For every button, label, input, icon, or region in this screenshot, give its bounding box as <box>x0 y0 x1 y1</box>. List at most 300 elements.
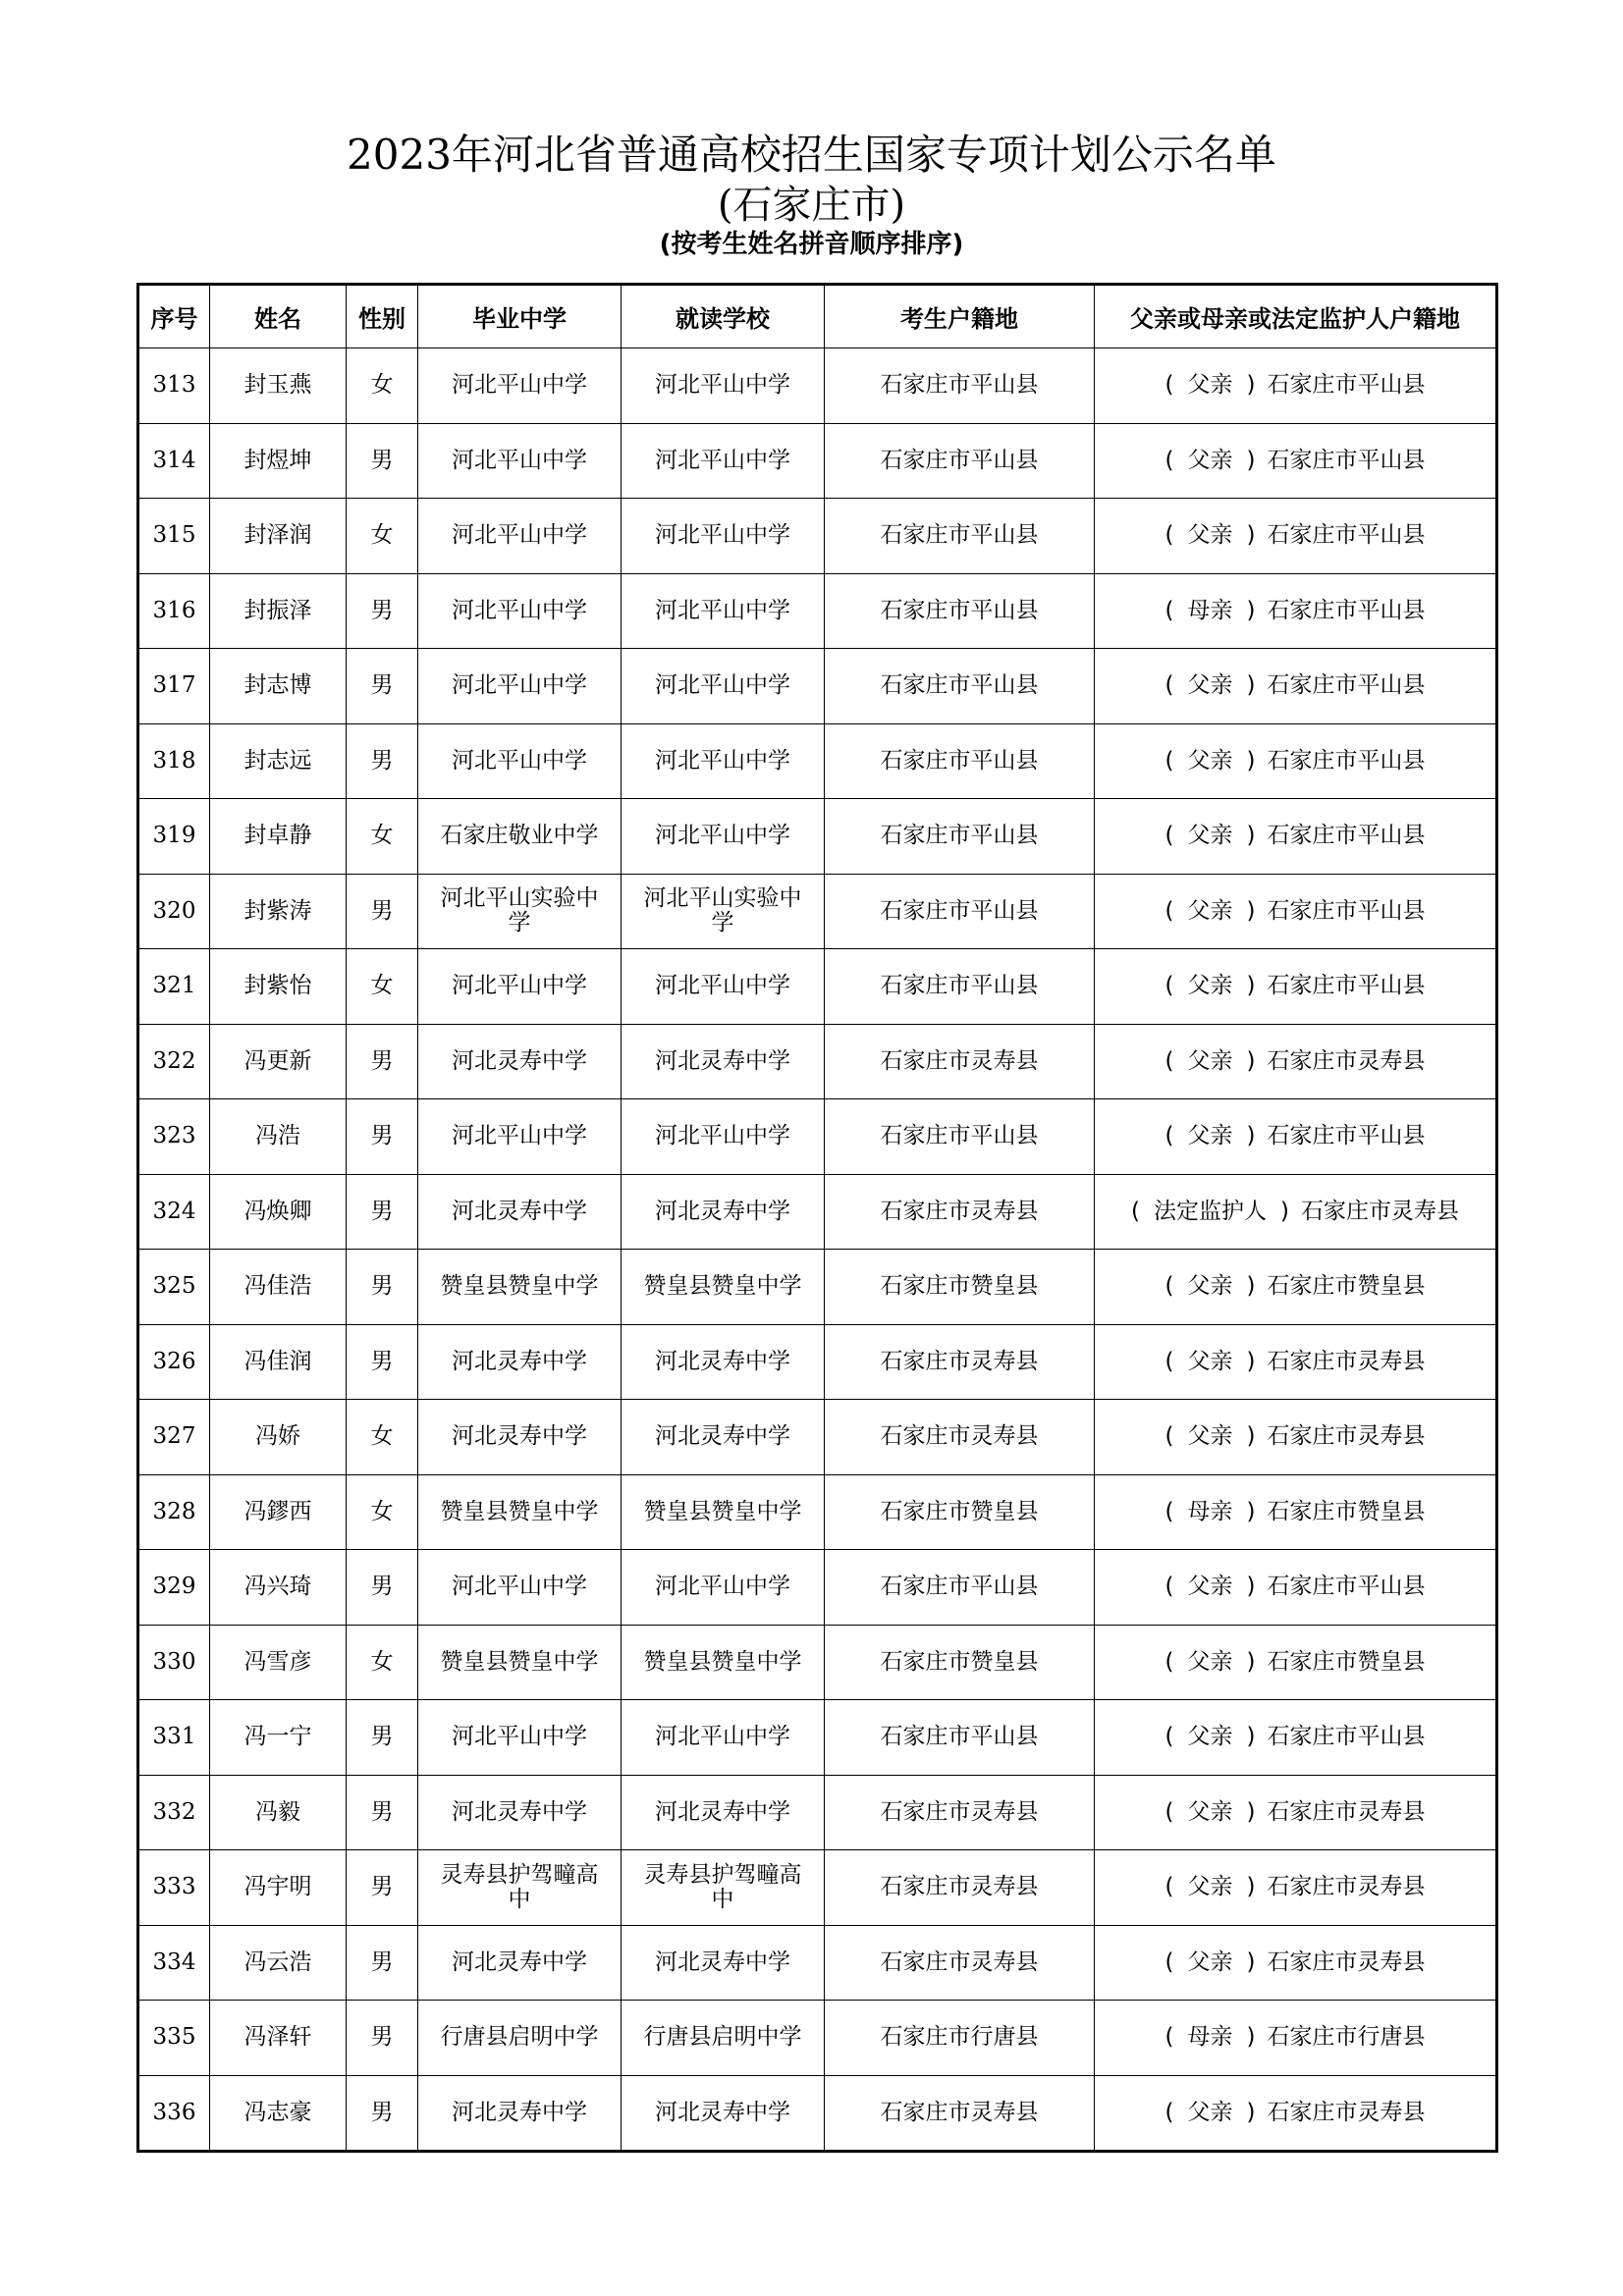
guardian-hukou: 石家庄市灵寿县 <box>1300 1198 1459 1224</box>
table-row <box>138 723 1497 799</box>
guardian-relation-text: 父亲 <box>1187 447 1233 473</box>
table-row <box>138 1474 1497 1550</box>
guardian-relation-text: 法定监护人 <box>1154 1198 1267 1224</box>
guardian-hukou: 石家庄市灵寿县 <box>1267 1798 1426 1825</box>
student-hukou: 石家庄市平山县 <box>825 499 1095 574</box>
current-school-text: 赞皇县赞皇中学 <box>643 1273 802 1300</box>
student-name: 封煜坤 <box>210 423 347 499</box>
student-gender: 男 <box>347 874 418 949</box>
graduation-school-text: 河北平山中学 <box>452 973 587 999</box>
row-number: 326 <box>138 1324 210 1400</box>
guardian-hukou-cell <box>1095 1550 1497 1626</box>
table-row <box>138 1099 1497 1175</box>
table-row <box>138 2075 1497 2152</box>
student-hukou: 石家庄市灵寿县 <box>825 1400 1095 1475</box>
guardian-relation-text: 母亲 <box>1187 1498 1233 1524</box>
student-name: 冯佳浩 <box>210 1250 347 1325</box>
current-school <box>622 1700 825 1776</box>
graduation-school <box>418 1550 622 1626</box>
current-school <box>622 649 825 724</box>
guardian-relation: ( 父亲 ) <box>1164 447 1256 473</box>
graduation-school <box>418 949 622 1025</box>
guardian-hukou-cell <box>1095 1700 1497 1776</box>
graduation-school <box>418 499 622 574</box>
student-hukou: 石家庄市行唐县 <box>825 2001 1095 2076</box>
student-gender: 女 <box>347 949 418 1025</box>
guardian-relation: ( 父亲 ) <box>1164 1798 1256 1825</box>
guardian-relation-text: 父亲 <box>1187 1123 1233 1149</box>
guardian-hukou-cell <box>1095 1400 1497 1475</box>
graduation-school-text: 河北平山中学 <box>452 1574 587 1600</box>
table-row <box>138 1250 1497 1325</box>
guardian-relation-text: 父亲 <box>1187 1648 1233 1675</box>
current-school-text: 河北平山中学 <box>655 447 790 473</box>
guardian-relation: ( 父亲 ) <box>1164 672 1256 699</box>
current-school <box>622 1850 825 1926</box>
graduation-school-text: 河北灵寿中学 <box>452 1423 587 1450</box>
current-school-text: 河北灵寿中学 <box>655 1198 790 1224</box>
graduation-school-text: 河北平山实验中学 <box>440 885 599 936</box>
current-school-text: 河北平山中学 <box>655 522 790 549</box>
student-hukou: 石家庄市灵寿县 <box>825 1775 1095 1850</box>
guardian-relation-text: 父亲 <box>1187 522 1233 549</box>
student-hukou: 石家庄市平山县 <box>825 1099 1095 1175</box>
student-gender: 男 <box>347 1024 418 1099</box>
guardian-relation: ( 父亲 ) <box>1164 1648 1256 1675</box>
guardian-hukou-cell <box>1095 723 1497 799</box>
guardian-relation-text: 父亲 <box>1187 1273 1233 1300</box>
table-row <box>138 348 1497 424</box>
guardian-hukou: 石家庄市平山县 <box>1267 672 1426 699</box>
guardian-relation: ( 母亲 ) <box>1164 597 1256 623</box>
guardian-relation-text: 父亲 <box>1187 823 1233 849</box>
graduation-school <box>418 423 622 499</box>
current-school <box>622 723 825 799</box>
table-row <box>138 1925 1497 2001</box>
current-school <box>622 1625 825 1700</box>
guardian-relation: ( 父亲 ) <box>1164 1574 1256 1600</box>
column-header-gender: 性别 <box>347 285 418 348</box>
current-school-text: 河北平山中学 <box>655 1724 790 1750</box>
graduation-school <box>418 1400 622 1475</box>
guardian-hukou: 石家庄市平山县 <box>1267 447 1426 473</box>
student-hukou: 石家庄市平山县 <box>825 573 1095 649</box>
row-number: 321 <box>138 949 210 1025</box>
row-number: 325 <box>138 1250 210 1325</box>
student-gender: 男 <box>347 1174 418 1250</box>
table-row <box>138 1625 1497 1700</box>
graduation-school <box>418 1250 622 1325</box>
current-school <box>622 1174 825 1250</box>
graduation-school-text: 石家庄敬业中学 <box>440 823 599 849</box>
graduation-school <box>418 2075 622 2152</box>
current-school <box>622 1474 825 1550</box>
student-gender: 男 <box>347 573 418 649</box>
guardian-hukou: 石家庄市平山县 <box>1267 597 1426 623</box>
student-gender: 女 <box>347 1625 418 1700</box>
current-school-text: 河北灵寿中学 <box>655 1047 790 1074</box>
guardian-hukou-cell <box>1095 1625 1497 1700</box>
current-school <box>622 1250 825 1325</box>
student-gender: 男 <box>347 1550 418 1626</box>
guardian-hukou-cell <box>1095 649 1497 724</box>
guardian-hukou: 石家庄市灵寿县 <box>1267 1348 1426 1374</box>
student-name: 冯一宁 <box>210 1700 347 1776</box>
student-gender: 男 <box>347 1324 418 1400</box>
guardian-relation-text: 父亲 <box>1187 372 1233 399</box>
sort-note: (按考生姓名拼音顺序排序) <box>659 230 964 259</box>
student-hukou: 石家庄市平山县 <box>825 348 1095 424</box>
graduation-school <box>418 1700 622 1776</box>
column-header-grad-school: 毕业中学 <box>418 285 622 348</box>
student-hukou: 石家庄市赞皇县 <box>825 1474 1095 1550</box>
column-header-guardian-hukou: 父亲或母亲或法定监护人户籍地 <box>1095 285 1497 348</box>
guardian-hukou: 石家庄市灵寿县 <box>1267 1949 1426 1975</box>
current-school-text: 河北平山中学 <box>655 672 790 699</box>
current-school <box>622 1324 825 1400</box>
current-school-text: 河北平山中学 <box>655 973 790 999</box>
graduation-school-text: 河北平山中学 <box>452 1724 587 1750</box>
guardian-hukou: 石家庄市平山县 <box>1267 973 1426 999</box>
student-name: 冯毅 <box>210 1775 347 1850</box>
student-name: 冯云浩 <box>210 1925 347 2001</box>
guardian-relation-text: 父亲 <box>1187 1574 1233 1600</box>
guardian-relation-text: 父亲 <box>1187 973 1233 999</box>
row-number: 327 <box>138 1400 210 1475</box>
current-school-text: 河北平山中学 <box>655 597 790 623</box>
current-school-text: 赞皇县赞皇中学 <box>643 1498 802 1524</box>
graduation-school <box>418 1625 622 1700</box>
student-hukou: 石家庄市平山县 <box>825 1700 1095 1776</box>
student-gender: 女 <box>347 348 418 424</box>
guardian-hukou: 石家庄市平山县 <box>1267 1123 1426 1149</box>
graduation-school <box>418 2001 622 2076</box>
student-gender: 男 <box>347 423 418 499</box>
graduation-school <box>418 1324 622 1400</box>
current-school <box>622 949 825 1025</box>
guardian-relation: ( 父亲 ) <box>1164 1123 1256 1149</box>
student-hukou: 石家庄市平山县 <box>825 1550 1095 1626</box>
guardian-relation-text: 母亲 <box>1187 2024 1233 2051</box>
guardian-hukou-cell <box>1095 348 1497 424</box>
page-subtitle: (石家庄市) <box>717 183 906 228</box>
row-number: 331 <box>138 1700 210 1776</box>
guardian-hukou-cell <box>1095 1474 1497 1550</box>
row-number: 335 <box>138 2001 210 2076</box>
student-hukou: 石家庄市平山县 <box>825 799 1095 875</box>
roster-table <box>136 283 1498 2153</box>
row-number: 313 <box>138 348 210 424</box>
guardian-hukou-cell <box>1095 1024 1497 1099</box>
current-school <box>622 1400 825 1475</box>
student-name: 冯宇明 <box>210 1850 347 1926</box>
student-name: 冯焕卿 <box>210 1174 347 1250</box>
guardian-relation-text: 父亲 <box>1187 1874 1233 1900</box>
guardian-hukou-cell <box>1095 1925 1497 2001</box>
guardian-relation: ( 父亲 ) <box>1164 1348 1256 1374</box>
guardian-relation-text: 父亲 <box>1187 747 1233 774</box>
graduation-school <box>418 649 622 724</box>
current-school-text: 河北平山实验中学 <box>643 885 802 936</box>
graduation-school-text: 行唐县启明中学 <box>440 2024 599 2051</box>
student-name: 冯兴琦 <box>210 1550 347 1626</box>
table-row <box>138 573 1497 649</box>
guardian-relation: ( 父亲 ) <box>1164 897 1256 924</box>
guardian-hukou: 石家庄市赞皇县 <box>1267 1273 1426 1300</box>
current-school <box>622 573 825 649</box>
student-name: 冯志豪 <box>210 2075 347 2152</box>
column-header-no: 序号 <box>138 285 210 348</box>
guardian-hukou-cell <box>1095 1174 1497 1250</box>
guardian-relation: ( 父亲 ) <box>1164 747 1256 774</box>
guardian-relation-text: 父亲 <box>1187 1348 1233 1374</box>
current-school <box>622 1550 825 1626</box>
graduation-school-text: 河北平山中学 <box>452 372 587 399</box>
guardian-hukou-cell <box>1095 1775 1497 1850</box>
student-gender: 男 <box>347 2001 418 2076</box>
current-school <box>622 799 825 875</box>
table-row <box>138 1775 1497 1850</box>
student-hukou: 石家庄市灵寿县 <box>825 1925 1095 2001</box>
student-name: 冯佳润 <box>210 1324 347 1400</box>
table-row <box>138 1174 1497 1250</box>
student-name: 封志博 <box>210 649 347 724</box>
graduation-school-text: 赞皇县赞皇中学 <box>440 1273 599 1300</box>
current-school-text: 河北平山中学 <box>655 823 790 849</box>
current-school <box>622 499 825 574</box>
current-school <box>622 1925 825 2001</box>
guardian-hukou: 石家庄市平山县 <box>1267 522 1426 549</box>
guardian-hukou-cell <box>1095 1099 1497 1175</box>
guardian-hukou: 石家庄市平山县 <box>1267 747 1426 774</box>
student-name: 封志远 <box>210 723 347 799</box>
row-number: 328 <box>138 1474 210 1550</box>
table-row <box>138 499 1497 574</box>
student-hukou: 石家庄市平山县 <box>825 949 1095 1025</box>
table-row <box>138 1700 1497 1776</box>
guardian-hukou: 石家庄市灵寿县 <box>1267 2099 1426 2125</box>
row-number: 317 <box>138 649 210 724</box>
graduation-school-text: 河北平山中学 <box>452 1123 587 1149</box>
student-hukou: 石家庄市灵寿县 <box>825 2075 1095 2152</box>
guardian-relation: ( 法定监护人 ) <box>1131 1198 1289 1224</box>
student-name: 冯泽轩 <box>210 2001 347 2076</box>
guardian-hukou: 石家庄市平山县 <box>1267 1724 1426 1750</box>
table-row <box>138 949 1497 1025</box>
student-hukou: 石家庄市灵寿县 <box>825 1174 1095 1250</box>
guardian-hukou: 石家庄市灵寿县 <box>1267 1047 1426 1074</box>
guardian-relation: ( 母亲 ) <box>1164 1498 1256 1524</box>
current-school <box>622 348 825 424</box>
student-name: 封玉燕 <box>210 348 347 424</box>
current-school-text: 河北平山中学 <box>655 1574 790 1600</box>
student-gender: 男 <box>347 649 418 724</box>
graduation-school-text: 赞皇县赞皇中学 <box>440 1648 599 1675</box>
current-school <box>622 1775 825 1850</box>
guardian-hukou-cell <box>1095 2001 1497 2076</box>
guardian-relation: ( 父亲 ) <box>1164 973 1256 999</box>
row-number: 315 <box>138 499 210 574</box>
table-row <box>138 1400 1497 1475</box>
current-school <box>622 2075 825 2152</box>
graduation-school <box>418 1174 622 1250</box>
student-gender: 男 <box>347 1250 418 1325</box>
guardian-relation-text: 父亲 <box>1187 1798 1233 1825</box>
row-number: 329 <box>138 1550 210 1626</box>
table-body <box>138 348 1497 2152</box>
table-row <box>138 1850 1497 1926</box>
guardian-hukou-cell <box>1095 799 1497 875</box>
graduation-school-text: 河北平山中学 <box>452 747 587 774</box>
student-gender: 女 <box>347 799 418 875</box>
current-school <box>622 874 825 949</box>
table-row <box>138 1324 1497 1400</box>
current-school-text: 河北平山中学 <box>655 747 790 774</box>
current-school-text: 河北平山中学 <box>655 1123 790 1149</box>
current-school-text: 河北平山中学 <box>655 372 790 399</box>
row-number: 322 <box>138 1024 210 1099</box>
guardian-hukou: 石家庄市平山县 <box>1267 1574 1426 1600</box>
table-row <box>138 1550 1497 1626</box>
student-name: 冯娇 <box>210 1400 347 1475</box>
current-school <box>622 2001 825 2076</box>
student-hukou: 石家庄市灵寿县 <box>825 1850 1095 1926</box>
current-school-text: 赞皇县赞皇中学 <box>643 1648 802 1675</box>
row-number: 319 <box>138 799 210 875</box>
student-hukou: 石家庄市平山县 <box>825 649 1095 724</box>
student-hukou: 石家庄市灵寿县 <box>825 1024 1095 1099</box>
table-row <box>138 423 1497 499</box>
student-gender: 女 <box>347 1474 418 1550</box>
row-number: 318 <box>138 723 210 799</box>
graduation-school-text: 赞皇县赞皇中学 <box>440 1498 599 1524</box>
graduation-school <box>418 874 622 949</box>
student-name: 封卓静 <box>210 799 347 875</box>
current-school-text: 灵寿县护驾疃高中 <box>643 1861 802 1912</box>
guardian-relation: ( 父亲 ) <box>1164 1949 1256 1975</box>
guardian-hukou-cell <box>1095 1324 1497 1400</box>
current-school-text: 行唐县启明中学 <box>643 2024 802 2051</box>
guardian-relation-text: 母亲 <box>1187 597 1233 623</box>
student-gender: 男 <box>347 1099 418 1175</box>
row-number: 334 <box>138 1925 210 2001</box>
row-number: 330 <box>138 1625 210 1700</box>
guardian-relation-text: 父亲 <box>1187 2099 1233 2125</box>
table-row <box>138 1024 1497 1099</box>
guardian-relation: ( 父亲 ) <box>1164 522 1256 549</box>
graduation-school-text: 河北平山中学 <box>452 672 587 699</box>
student-name: 冯更新 <box>210 1024 347 1099</box>
guardian-hukou: 石家庄市平山县 <box>1267 897 1426 924</box>
guardian-hukou-cell <box>1095 573 1497 649</box>
table-header-row <box>138 285 1497 348</box>
guardian-relation: ( 父亲 ) <box>1164 2099 1256 2125</box>
guardian-relation: ( 父亲 ) <box>1164 1273 1256 1300</box>
current-school <box>622 1024 825 1099</box>
guardian-hukou: 石家庄市平山县 <box>1267 372 1426 399</box>
student-name: 冯雪彦 <box>210 1625 347 1700</box>
guardian-hukou-cell <box>1095 874 1497 949</box>
guardian-relation: ( 父亲 ) <box>1164 372 1256 399</box>
guardian-hukou: 石家庄市平山县 <box>1267 823 1426 849</box>
graduation-school <box>418 1850 622 1926</box>
graduation-school <box>418 1925 622 2001</box>
current-school-text: 河北灵寿中学 <box>655 1949 790 1975</box>
student-name: 冯浩 <box>210 1099 347 1175</box>
column-header-hukou: 考生户籍地 <box>825 285 1095 348</box>
graduation-school-text: 河北平山中学 <box>452 597 587 623</box>
guardian-relation-text: 父亲 <box>1187 1724 1233 1750</box>
student-gender: 男 <box>347 1700 418 1776</box>
student-gender: 男 <box>347 2075 418 2152</box>
student-gender: 女 <box>347 499 418 574</box>
student-hukou: 石家庄市平山县 <box>825 423 1095 499</box>
student-gender: 女 <box>347 1400 418 1475</box>
current-school <box>622 1099 825 1175</box>
student-gender: 男 <box>347 723 418 799</box>
student-name: 封紫怡 <box>210 949 347 1025</box>
guardian-relation: ( 父亲 ) <box>1164 823 1256 849</box>
student-name: 冯鏐西 <box>210 1474 347 1550</box>
student-hukou: 石家庄市赞皇县 <box>825 1250 1095 1325</box>
student-name: 封泽润 <box>210 499 347 574</box>
guardian-relation-text: 父亲 <box>1187 1047 1233 1074</box>
current-school-text: 河北灵寿中学 <box>655 1348 790 1374</box>
graduation-school <box>418 1775 622 1850</box>
graduation-school-text: 河北灵寿中学 <box>452 2099 587 2125</box>
graduation-school-text: 灵寿县护驾疃高中 <box>440 1861 599 1912</box>
guardian-relation: ( 父亲 ) <box>1164 1047 1256 1074</box>
guardian-hukou: 石家庄市赞皇县 <box>1267 1498 1426 1524</box>
student-name: 封紫涛 <box>210 874 347 949</box>
graduation-school <box>418 1024 622 1099</box>
table-row <box>138 799 1497 875</box>
guardian-relation-text: 父亲 <box>1187 1949 1233 1975</box>
guardian-relation: ( 母亲 ) <box>1164 2024 1256 2051</box>
row-number: 333 <box>138 1850 210 1926</box>
current-school-text: 河北灵寿中学 <box>655 1798 790 1825</box>
student-hukou: 石家庄市灵寿县 <box>825 1324 1095 1400</box>
column-header-name: 姓名 <box>210 285 347 348</box>
student-hukou: 石家庄市平山县 <box>825 723 1095 799</box>
row-number: 332 <box>138 1775 210 1850</box>
student-name: 封振泽 <box>210 573 347 649</box>
current-school-text: 河北灵寿中学 <box>655 2099 790 2125</box>
guardian-hukou-cell <box>1095 423 1497 499</box>
guardian-relation-text: 父亲 <box>1187 897 1233 924</box>
student-hukou: 石家庄市平山县 <box>825 874 1095 949</box>
column-header-current-school: 就读学校 <box>622 285 825 348</box>
guardian-hukou-cell <box>1095 1850 1497 1926</box>
table-row <box>138 2001 1497 2076</box>
row-number: 314 <box>138 423 210 499</box>
graduation-school-text: 河北平山中学 <box>452 522 587 549</box>
row-number: 323 <box>138 1099 210 1175</box>
guardian-hukou-cell <box>1095 499 1497 574</box>
guardian-relation-text: 父亲 <box>1187 672 1233 699</box>
student-gender: 男 <box>347 1925 418 2001</box>
graduation-school-text: 河北灵寿中学 <box>452 1198 587 1224</box>
graduation-school <box>418 799 622 875</box>
guardian-relation: ( 父亲 ) <box>1164 1423 1256 1450</box>
current-school-text: 河北灵寿中学 <box>655 1423 790 1450</box>
row-number: 316 <box>138 573 210 649</box>
row-number: 336 <box>138 2075 210 2152</box>
student-hukou: 石家庄市赞皇县 <box>825 1625 1095 1700</box>
graduation-school <box>418 348 622 424</box>
table-row <box>138 874 1497 949</box>
graduation-school <box>418 723 622 799</box>
